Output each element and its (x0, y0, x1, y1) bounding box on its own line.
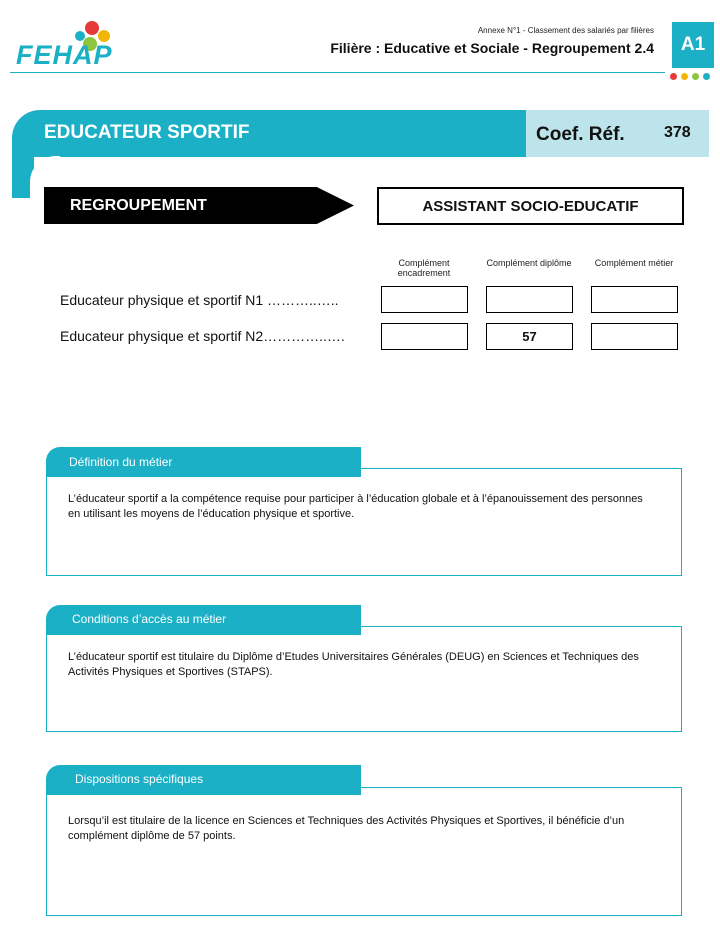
job-title: EDUCATEUR SPORTIF (44, 122, 250, 143)
cell-n2-metier (591, 323, 678, 350)
section-definition-text: L’éducateur sportif a la compétence requise pour participer à l’éducation globale et à l’épanouissement des personnes en utilisant les moyens de l’éducation physique et sportive. (68, 493, 643, 520)
cell-n2-encadrement (381, 323, 468, 350)
section-conditions-text: L’éducateur sportif est titulaire du Diplôme d’Etudes Universitaires Générales (DEUG) en Sciences et Techniques des Activités Physiques et Sportives (STAPS). (68, 651, 639, 678)
cell-n2-diplome: 57 (486, 323, 573, 350)
section-conditions-title: Conditions d’accès au métier (72, 612, 227, 626)
row-label-n1: Educateur physique et sportif N1 ………..….. (60, 292, 339, 308)
annex-tab: A1 (672, 22, 714, 68)
regroupement-label: REGROUPEMENT (70, 197, 207, 214)
cell-n1-encadrement (381, 286, 468, 313)
dot-blue (703, 73, 710, 80)
column-header-encadrement: Complément encadrement (397, 258, 451, 278)
section-dispositions-text: Lorsqu’il est titulaire de la licence en Sciences et Techniques des Activités Physiques et Sportives, il bénéficie d’un complément diplôme de 57 points. (68, 815, 625, 842)
section-definition-title: Définition du métier (69, 455, 173, 469)
dot-red (670, 73, 677, 80)
column-header-diplome: Complément diplôme (486, 258, 572, 268)
header-divider (10, 72, 665, 73)
section-definition-box (46, 468, 682, 576)
logo-text: FEHAP (16, 40, 113, 70)
dot-green (692, 73, 699, 80)
coef-value: 378 (664, 124, 691, 141)
dot-yellow (681, 73, 688, 80)
cell-n1-diplome (486, 286, 573, 313)
row-label-n2: Educateur physique et sportif N2…………..…. (60, 328, 345, 344)
annex-label: Annexe N°1 - Classement des salariés par filières (477, 26, 654, 35)
section-dispositions-title: Dispositions spécifiques (75, 772, 204, 786)
section-dispositions-box (46, 787, 682, 916)
coef-label: Coef. Réf. (536, 124, 625, 145)
cell-n1-metier (591, 286, 678, 313)
filiere-title: Filière : Educative et Sociale - Regroupement 2.4 (330, 40, 654, 56)
regroupement-value: ASSISTANT SOCIO-EDUCATIF (377, 187, 684, 225)
column-header-metier: Complément métier (594, 258, 674, 268)
